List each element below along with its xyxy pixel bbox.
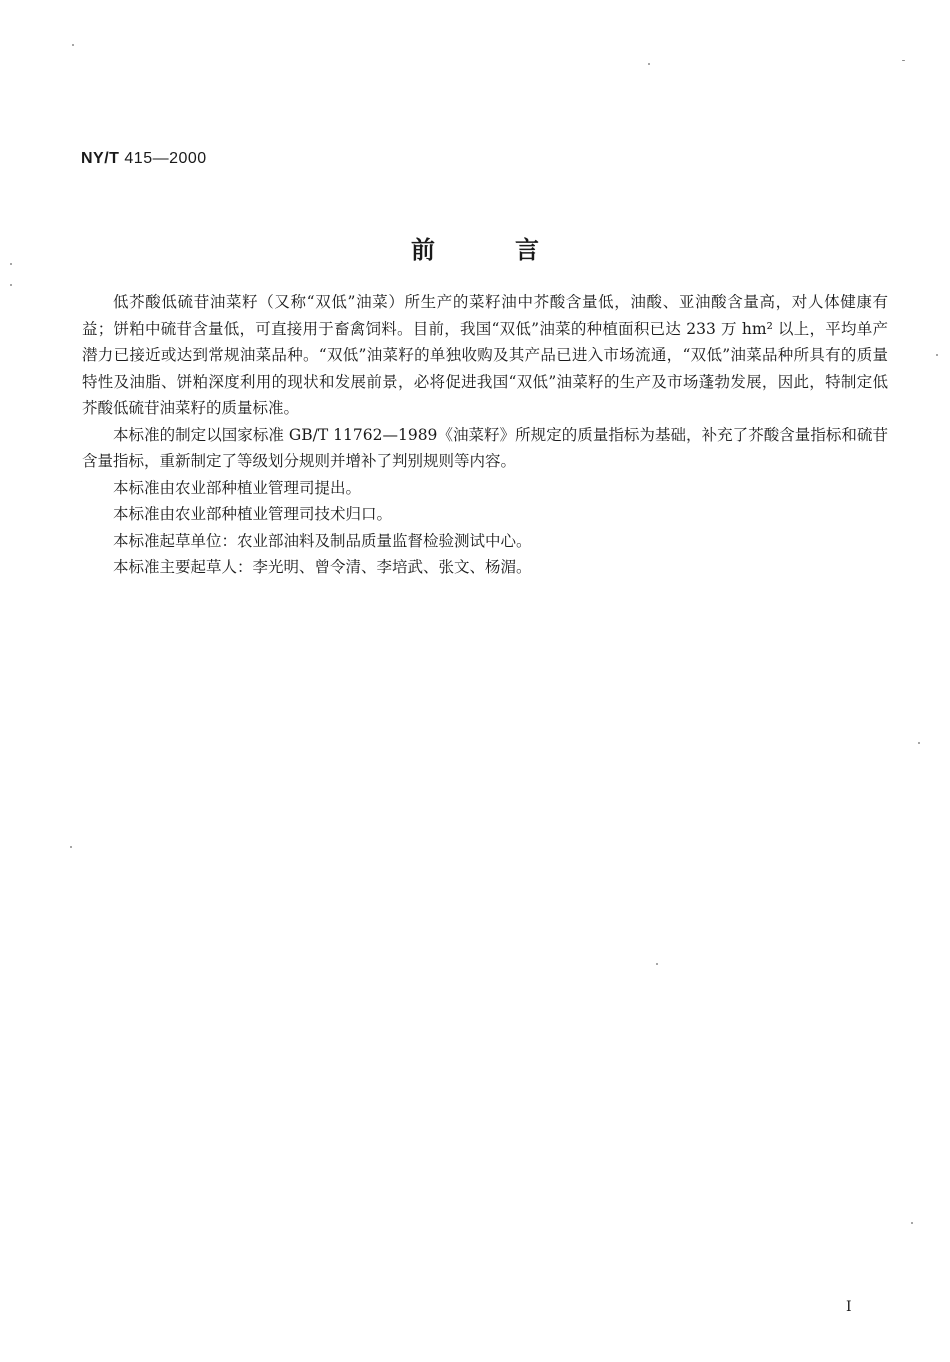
scan-speck <box>902 60 905 61</box>
scan-speck <box>72 44 74 46</box>
paragraph-intro: 低芥酸低硫苷油菜籽（又称“双低”油菜）所生产的菜籽油中芥酸含量低，油酸、亚油酸含量高，对人体健康有益；饼粕中硫苷含量低，可直接用于畜禽饲料。目前，我国“双低”油菜的种植面积已达 233 万 hm² 以上，平均单产潜力已接近或达到常规油菜品种。“双低”油菜籽的单独收购及其产品已进入市场流通，“双低”油菜品种所具有的质量特性及油脂、饼粕深度利用的现状和发展前景，必将促进我国“双低”油菜籽的生产及市场蓬勃发展，因此，特制定低芥酸低硫苷油菜籽的质量标准。 <box>82 293 888 417</box>
scan-speck <box>656 963 658 965</box>
scan-speck <box>911 1222 913 1224</box>
standard-code <box>81 150 207 168</box>
page-title: 前言 <box>411 236 619 264</box>
paragraph-drafting-unit: 本标准起草单位：农业部油料及制品质量监督检验测试中心。 <box>113 531 532 550</box>
scan-speck <box>70 846 72 848</box>
paragraph-basis: 本标准的制定以国家标准 GB/T 11762—1989《油菜籽》所规定的质量指标为基础，补充了芥酸含量指标和硫苷含量指标，重新制定了等级划分规则并增补了判别规则等内容。 <box>82 425 888 470</box>
paragraph-drafters: 本标准主要起草人：李光明、曾令清、李培武、张文、杨湄。 <box>113 558 532 576</box>
scan-speck <box>10 284 12 286</box>
standard-code-prefix: NY/T <box>81 150 120 167</box>
paragraph-technical-authority: 本标准由农业部种植业管理司技术归口。 <box>113 505 393 523</box>
scan-speck <box>10 263 12 265</box>
scan-speck <box>936 354 938 356</box>
scan-speck <box>648 63 650 65</box>
paragraph-proposer: 本标准由农业部种植业管理司提出。 <box>113 478 362 497</box>
foreword-body <box>82 289 888 581</box>
standard-code-number: 415—2000 <box>124 150 207 167</box>
scan-speck <box>918 742 920 744</box>
page-number: I <box>846 1299 852 1315</box>
